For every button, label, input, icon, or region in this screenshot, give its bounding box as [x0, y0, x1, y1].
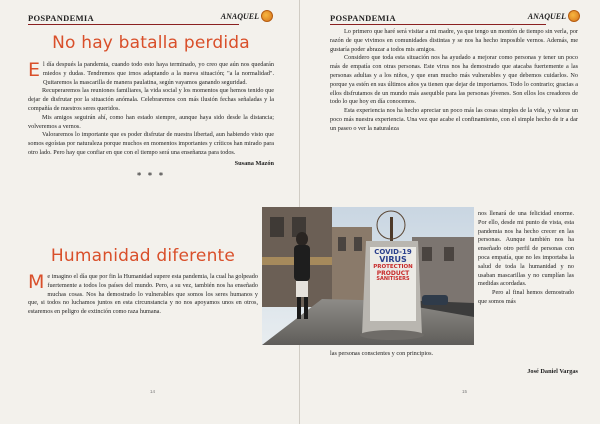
- street-photo-illustration: [262, 207, 474, 345]
- brand-logo-icon: [568, 10, 580, 22]
- sign-line: PROTECTION: [373, 263, 413, 270]
- article-body-wrap: [478, 210, 574, 307]
- sign-text: [370, 249, 416, 282]
- left-header: [28, 10, 273, 28]
- paragraph: [28, 61, 274, 87]
- article-body-top: [330, 28, 578, 134]
- drop-cap: E: [28, 59, 41, 81]
- right-header: [330, 10, 580, 28]
- paragraph: Pero al final hemos demostrado que somos más: [478, 289, 574, 305]
- brand-name: ANAQUEL: [220, 12, 259, 21]
- paragraph: Esta experiencia nos ha hecho apreciar un poco más las cosas simples de la vida, y valorar un poco más nuestra experiencia. Una vez que acabe el confinamiento, con el simple hecho de ir a dar un paseo o ver la naturaleza: [330, 107, 578, 132]
- street-photo: [262, 207, 474, 345]
- brand-name: ANAQUEL: [527, 12, 566, 21]
- paragraph: las personas conscientes y con principios.: [330, 350, 434, 357]
- drop-cap: M: [28, 271, 45, 293]
- sign-line: COVID-19: [374, 248, 412, 256]
- header-rule: [28, 24, 239, 25]
- paragraph: nos llenará de una felicidad enorme. Por ello, desde mi punto de vista, esta pandemia nos ha hecho crecer en las personas. Aunque también nos ha enseñado otro perfil de personas con poca empatía, que no les importaba la salud de toda la humanidad y no usaban mascarillas y no cumplían las medidas acordadas.: [478, 210, 574, 288]
- article-humanidad: [28, 246, 258, 317]
- paragraph: Mis amigos seguirán ahí, como han estado siempre, aunque haya sido desde la distancia; volveremos a vernos.: [28, 113, 274, 130]
- sign-line: SANITISERS: [376, 275, 410, 282]
- article-body-end: [330, 350, 578, 359]
- article-body: [28, 273, 258, 317]
- paragraph: Recuperaremos las reuniones familiares, la vida social y los momentos que hemos tenido que dejar de disfrutar por la situación anómala. Celebraremos con más ilusión fechas señaladas y la compañía de nuestros seres queridos.: [28, 87, 274, 112]
- paragraph: [28, 273, 258, 317]
- article-body: [28, 61, 274, 158]
- section-title: POSPANDEMIA: [330, 13, 396, 23]
- paragraph: Lo primero que haré será visitar a mi madre, ya que tengo un montón de tiempo sin verla, por razón de que vivimos en comunidades distintas y se nos ha hecho imposible vernos. Además, me gustaría poder abrazar a todos mis amigos.: [330, 28, 578, 53]
- header-rule: [330, 24, 546, 25]
- sign-line: PRODUCT: [376, 269, 410, 277]
- article-no-hay-batalla: [28, 33, 274, 180]
- author-signature: José Daniel Vargas: [527, 368, 578, 375]
- sign-line: VIRUS: [379, 255, 407, 265]
- brand-logo-icon: [261, 10, 273, 22]
- paragraph: Valoraremos lo importante que es poder disfrutar de nuestra libertad, aun habiendo visto que somos egoístas por naturaleza porque muchos en momentos importantes y críticos han mirado para otro lado. Pero hay que confiar en que con el tiempo será una enseñanza para todos.: [28, 131, 274, 156]
- paragraph: Considero que toda esta situación nos ha ayudado a mejorar como personas y tener un poco más de empatía con otras personas. Este virus nos ha demostrado que atacaba fuertemente a las personas adultas y a los niños, y que eran mucho más vulnerables y que debemos cuidarlos. No porque ya estén en sus últimos años ya tienen que dejar de importarnos. Todo lo contrario; gracias a ellos disfrutamos de un mundo más asequible para las personas jóvenes. Son ellos los creadores de todo lo que hoy en día conocemos.: [330, 54, 578, 106]
- page-number: 14: [150, 389, 156, 394]
- page-number: 15: [462, 389, 468, 394]
- paragraph-text: e imagino el día que por fin la Humanidad supere esta pandemia, la cual ha golpeado fuertemente a todos los países del mundo. Pero, a su vez, también nos ha enseñado muchas cosas. Nos ha demostrado lo vulnerables que somos los seres humanos y que, si todos no luchamos juntos en esta circunstancia y no nos apoyamos unos en otros, estaremos en peligro de extinción como raza humana.: [28, 273, 258, 316]
- article-title: Humanidad diferente: [50, 246, 236, 266]
- paragraph-text: l día después la pandemia, cuando todo esto haya terminado, yo creo que aún nos quedarán miedos y dudas. Tendremos que irnos adaptando a la nueva situación; "a la normalidad". Quitaremos la mascarilla de manera paulatina, según vayamos ganando seguridad.: [43, 61, 274, 86]
- section-title: POSPANDEMIA: [28, 13, 94, 23]
- article-title: No hay batalla perdida: [52, 33, 250, 53]
- separator: * * *: [136, 169, 166, 180]
- author-signature: Susana Mazón: [234, 159, 274, 167]
